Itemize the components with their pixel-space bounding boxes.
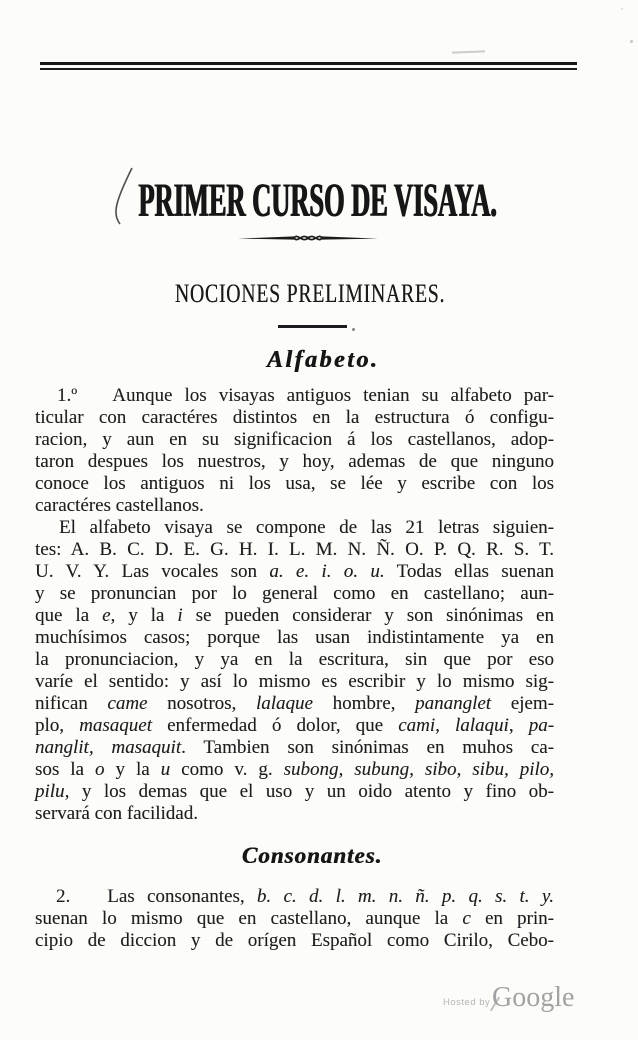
- subheading-alfabeto: Alfabeto.: [266, 347, 380, 373]
- text-line: ticular con caractéres distintos en la estructura ó configu-: [35, 407, 554, 428]
- scan-artifact-speck: [621, 8, 623, 10]
- text-line: El alfabeto visaya se compone de las 21 letras siguien-: [59, 517, 554, 538]
- flourish-divider-icon: [238, 230, 378, 246]
- text-line: que la e, y la i se pueden considerar y son sinónimas en: [35, 605, 554, 626]
- text-line: tes: A. B. C. D. E. G. H. I. L. M. N. Ñ. O. P. Q. R. S. T.: [35, 539, 554, 560]
- text-line: U. V. Y. Las vocales son a. e. i. o. u. Todas ellas suenan: [35, 561, 554, 582]
- text-line: suenan lo mismo que en castellano, aunque la c en prin-: [35, 908, 554, 929]
- ink-mark: [112, 166, 136, 226]
- watermark-prefix: Hosted by: [443, 997, 491, 1008]
- text-line: nifican came nosotros, lalaque hombre, pananglet ejem-: [35, 693, 554, 714]
- text-line: caractéres castellanos.: [35, 495, 204, 516]
- text-line: muchísimos casos; porque las usan indistintamente ya en: [35, 627, 554, 648]
- text-line: pilu, y los demas que el uso y un oido atento y fino ob-: [35, 781, 554, 802]
- text-line: conoce los antiguos ni los usa, se lée y escribe con los: [35, 473, 554, 494]
- text-line: y se pronuncian por lo general como en castellano; aun-: [35, 583, 554, 604]
- google-watermark-logo: Google: [492, 982, 575, 1013]
- text-line: varíe el sentido: y así lo mismo es escribir y lo mismo sig-: [35, 671, 554, 692]
- scan-artifact-speck: [630, 40, 633, 43]
- page-title: PRIMER CURSO DE VISAYA.: [138, 174, 497, 227]
- text-line: 1.º Aunque los visayas antiguos tenian su alfabeto par-: [57, 385, 554, 406]
- alfabeto-paragraphs: [35, 385, 554, 825]
- section-divider-rule: [278, 325, 347, 328]
- scan-artifact-dot: [352, 328, 355, 331]
- text-line: plo, masaquet enfermedad ó dolor, que cami, lalaqui, pa-: [35, 715, 555, 736]
- text-line: 2. Las consonantes, b. c. d. l. m. n. ñ. p. q. s. t. y.: [56, 886, 554, 907]
- consonantes-paragraph: [35, 886, 554, 952]
- text-line: taron despues los nuestros, y hoy, ademas de que ninguno: [35, 451, 554, 472]
- text-line: sos la o y la u como v. g. subong, subung, sibo, sibu, pilo,: [35, 759, 555, 780]
- text-line: servará con facilidad.: [35, 803, 198, 824]
- top-double-rule: [40, 62, 577, 70]
- section-heading: NOCIONES PRELIMINARES.: [174, 279, 446, 308]
- subheading-consonantes: Consonantes.: [241, 843, 383, 868]
- text-line: la pronunciacion, y ya en la escritura, sin que por eso: [35, 649, 554, 670]
- text-line: nanglit, masaquit. Tambien son sinónimas en muhos ca-: [35, 737, 554, 758]
- text-line: cipio de diccion y de orígen Español como Cirilo, Cebo-: [35, 930, 554, 951]
- text-line: racion, y aun en su significacion á los castellanos, adop-: [35, 429, 554, 450]
- scan-artifact-dash: [452, 50, 485, 53]
